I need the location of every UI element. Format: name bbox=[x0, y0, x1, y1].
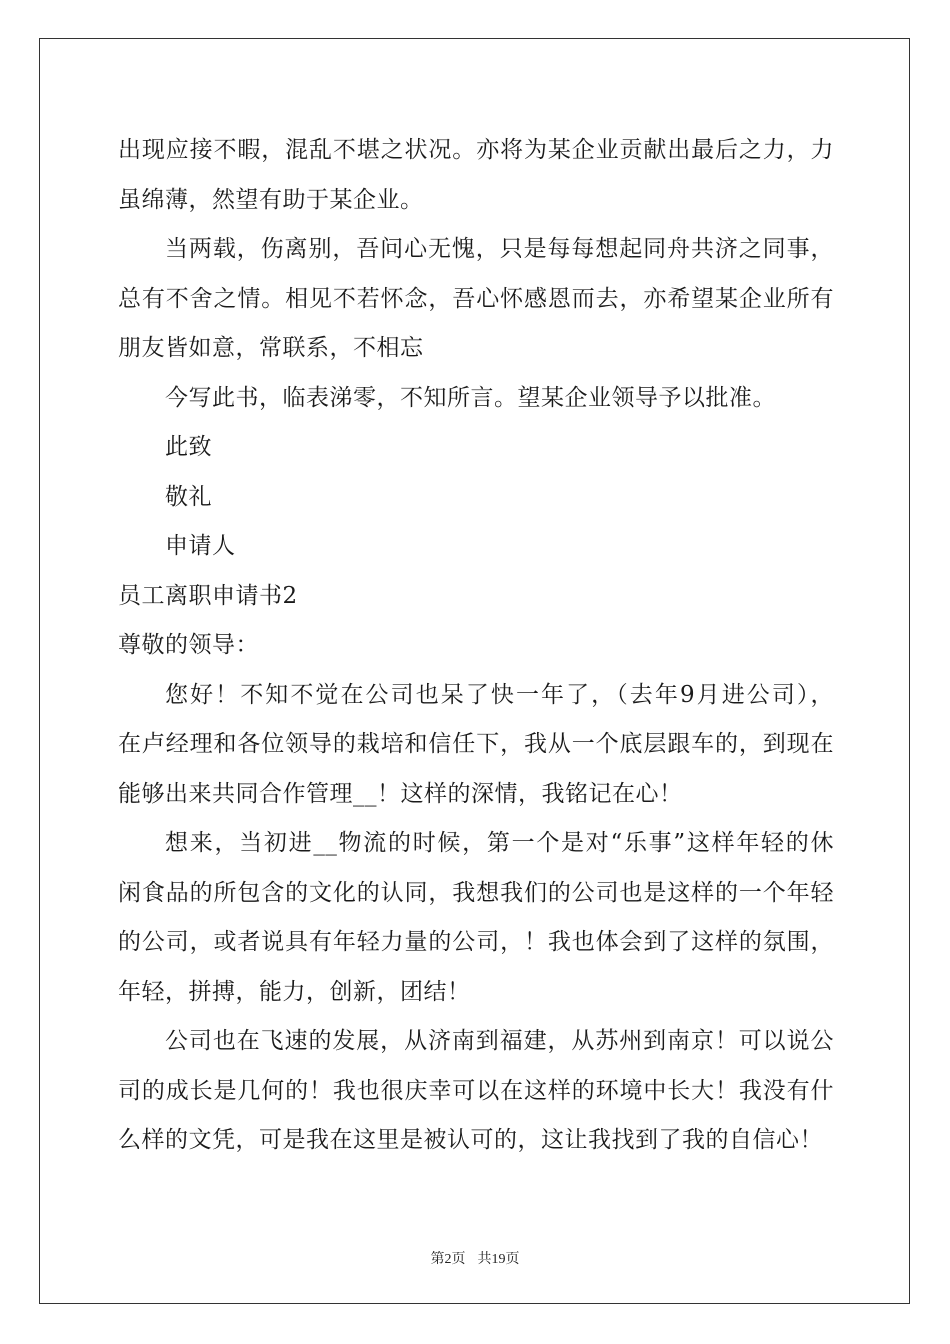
paragraph-line: 公司也在飞速的发展，从济南到福建，从苏州到南京！可以说公 bbox=[165, 1028, 834, 1054]
paragraph-line: 当两载，伤离别，吾问心无愧，只是每每想起同舟共济之同事， bbox=[165, 236, 834, 262]
paragraph-line: 年轻，拼搏，能力，创新，团结！ bbox=[118, 978, 471, 1005]
paragraph-line: 司的成长是几何的！我也很庆幸可以在这样的环境中长大！我没有什 bbox=[118, 1077, 834, 1104]
paragraph-line: 闲食品的所包含的文化的认同，我想我们的公司也是这样的一个年轻 bbox=[118, 879, 834, 906]
paragraph-line: 您好！不知不觉在公司也呆了快一年了，（去年9月进公司）， bbox=[165, 681, 834, 708]
paragraph-line: 今写此书，临表涕零，不知所言。望某企业领导予以批准。 bbox=[165, 384, 776, 411]
closing-line: 此致 bbox=[165, 434, 212, 460]
paragraph-line: 想来，当初进__物流的时候，第一个是对“乐事”这样年轻的休 bbox=[165, 830, 834, 856]
section-title: 员工离职申请书2 bbox=[118, 582, 298, 609]
paragraph-line: 总有不舍之情。相见不若怀念，吾心怀感恩而去，亦希望某企业所有 bbox=[118, 285, 834, 312]
page-total: 共19页 bbox=[477, 1252, 520, 1267]
paragraph-line: 朋友皆如意，常联系，不相忘 bbox=[118, 335, 424, 361]
salutation-line: 敬礼 bbox=[165, 483, 212, 510]
signature-label: 申请人 bbox=[165, 533, 236, 559]
paragraph-line: 在卢经理和各位领导的栽培和信任下，我从一个底层跟车的，到现在 bbox=[118, 731, 834, 757]
page-number: 第2页 bbox=[430, 1252, 466, 1267]
paragraph-line: 出现应接不暇，混乱不堪之状况。亦将为某企业贡献出最后之力，力 bbox=[118, 137, 834, 163]
greeting-line: 尊敬的领导： bbox=[118, 632, 259, 658]
paragraph-line: 么样的文凭，可是我在这里是被认可的，这让我找到了我的自信心！ bbox=[118, 1127, 823, 1153]
page-footer bbox=[0, 1248, 950, 1268]
paragraph-line: 虽绵薄，然望有助于某企业。 bbox=[118, 186, 424, 213]
paragraph-line: 能够出来共同合作管理__！这样的深情，我铭记在心！ bbox=[118, 780, 683, 807]
paragraph-line: 的公司，或者说具有年轻力量的公司，！我也体会到了这样的氛围， bbox=[118, 929, 834, 955]
document-body bbox=[118, 126, 834, 1166]
